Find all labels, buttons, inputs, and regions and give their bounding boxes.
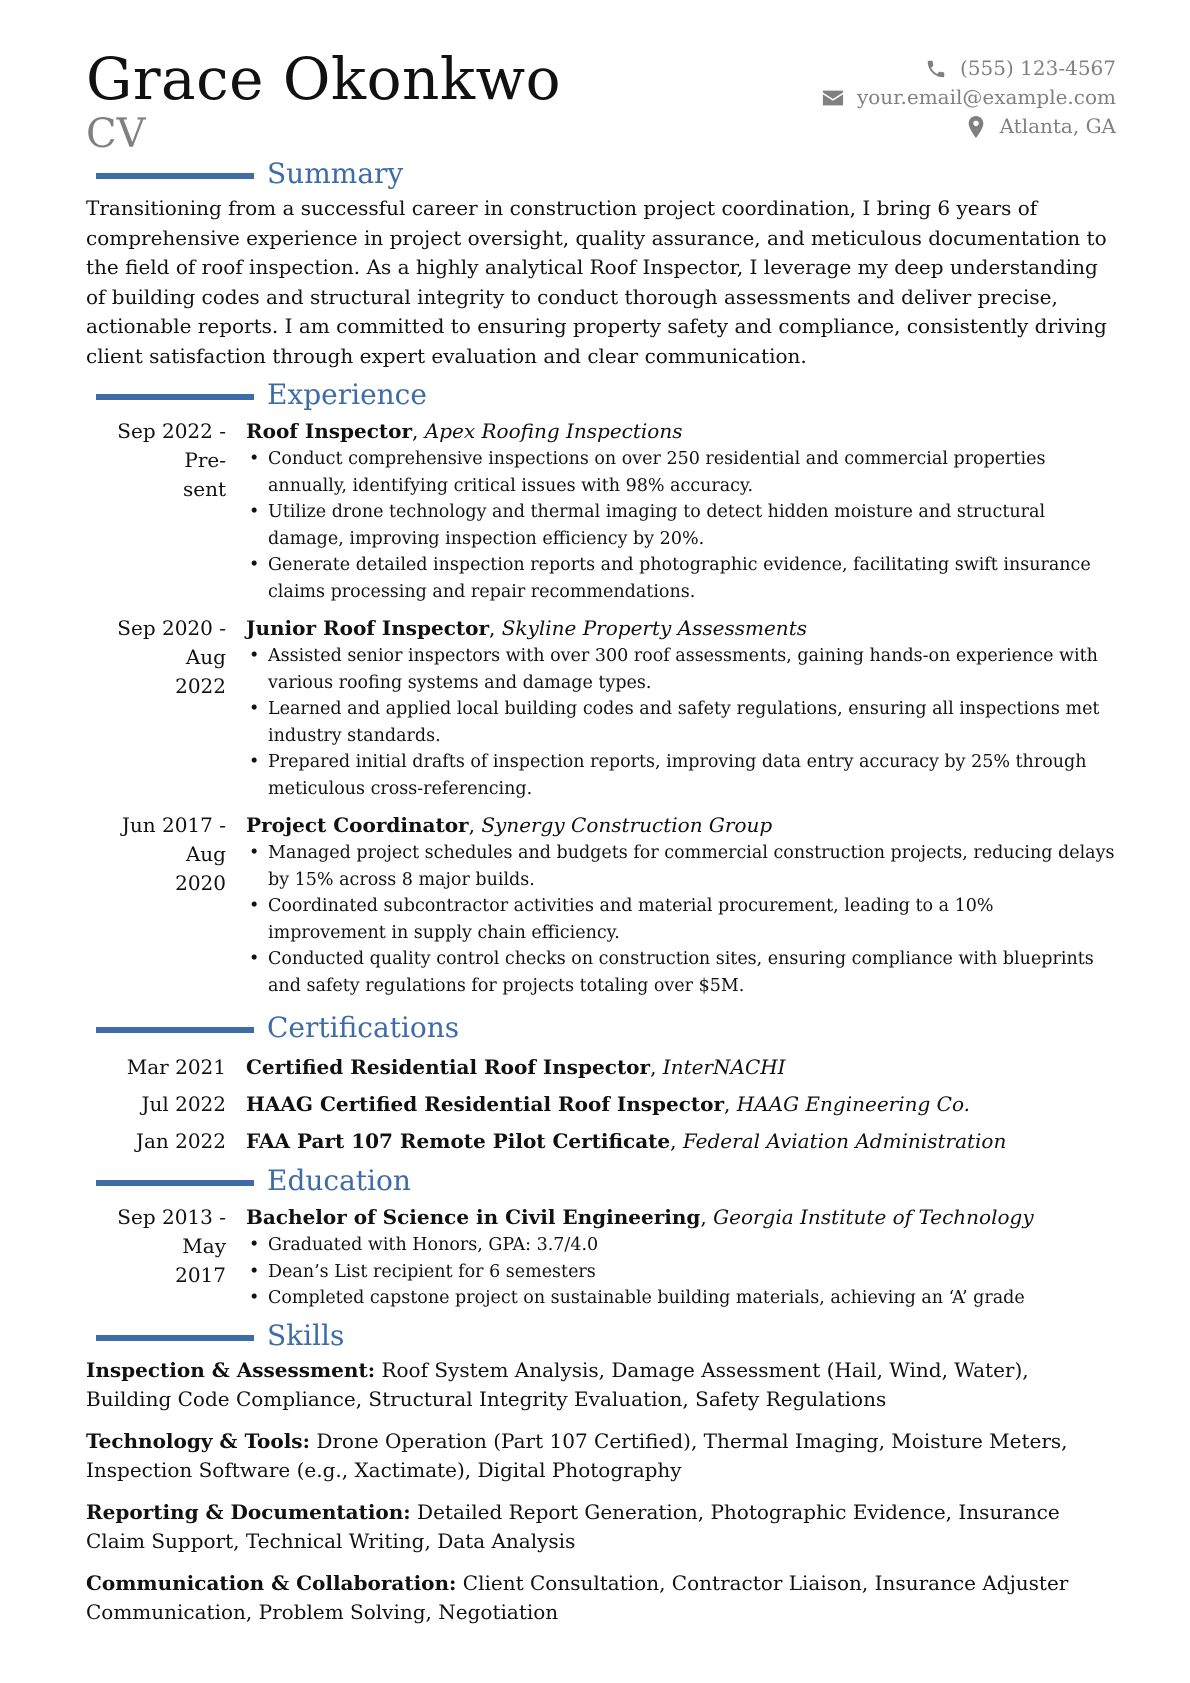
list-item: • Learned and applied local building codes and safety regulations, ensuring all inspections met industry standards.: [268, 696, 1116, 749]
entry-body: [246, 614, 1116, 802]
section-divider-bar: [96, 394, 254, 400]
cert-text: Certified Residential Roof Inspector, InterNACHI: [246, 1054, 786, 1079]
date-line: Sep 2022 - Pre-: [117, 419, 226, 472]
skill-list: Client Consultation, Contractor Liaison, Insurance Adjuster Communication, Problem Solving, Negotiation: [86, 1570, 1069, 1624]
entry-heading: Project Coordinator, Synergy Construction Group: [246, 813, 773, 837]
section-certifications-heading: [86, 1008, 1116, 1048]
job-title: Roof Inspector: [246, 419, 413, 443]
section-title: Summary: [267, 157, 404, 190]
date-line: 2020: [175, 871, 226, 895]
organization: Apex Roofing Inspections: [424, 419, 683, 443]
cert-issuer: HAAG Engineering Co.: [736, 1091, 971, 1116]
job-title: Project Coordinator: [246, 813, 469, 837]
phone-text[interactable]: (555) 123-4567: [960, 56, 1116, 80]
document-title: CV: [86, 111, 146, 157]
organization: Skyline Property Assessments: [501, 616, 807, 640]
experience-entry: [86, 614, 1116, 802]
list-item: • Utilize drone technology and thermal imaging to detect hidden moisture and structural damage, improving inspection efficiency by 20%.: [268, 499, 1116, 552]
section-title: Education: [267, 1164, 411, 1197]
list-item: • Assisted senior inspectors with over 300 roof assessments, gaining hands-on experience with various roofing systems and damage types.: [268, 643, 1116, 696]
contact-email: [821, 83, 1116, 112]
section-title: Skills: [267, 1318, 345, 1352]
entry-body: [246, 1203, 1116, 1312]
bullet-list: [246, 446, 1116, 605]
resume-header: [86, 44, 1116, 157]
list-item: • Conducted quality control checks on construction sites, ensuring compliance with blueprints and safety regulations for projects totaling over $5M.: [268, 946, 1116, 999]
cert-issuer: Federal Aviation Administration: [682, 1128, 1007, 1153]
date-line: Jun 2017 - Aug: [121, 813, 226, 866]
entry-date: [86, 1203, 246, 1312]
entry-body: [246, 811, 1116, 999]
entry-date: [86, 417, 246, 605]
contact-location: [821, 112, 1116, 141]
list-item: • Conduct comprehensive inspections on over 250 residential and commercial properties annually, identifying critical issues with 98% accuracy.: [268, 446, 1116, 499]
education-entry: [86, 1203, 1116, 1312]
section-experience-heading: [86, 375, 1116, 415]
candidate-name: Grace Okonkwo: [86, 45, 562, 113]
date-line: Sep 2013 - May: [117, 1205, 226, 1258]
cert-issuer: InterNACHI: [662, 1054, 786, 1079]
list-item: • Coordinated subcontractor activities and material procurement, leading to a 10% improvement in supply chain efficiency.: [268, 893, 1116, 946]
certification-row: [86, 1048, 1116, 1085]
resume-page: [86, 44, 1116, 1640]
skill-category: Technology & Tools:: [86, 1428, 310, 1453]
section-education-heading: [86, 1161, 1116, 1201]
date-line: sent: [182, 477, 226, 501]
cert-date: Jul 2022: [141, 1091, 226, 1116]
section-title: Certifications: [267, 1011, 460, 1044]
summary-text: Transitioning from a successful career in construction project coordination, I bring 6 years of comprehensive experience in project oversight, quality assurance, and meticulous documentation to the field of roof inspection. As a highly analytical Roof Inspector, I leverage my deep understanding of building codes and structural integrity to conduct thorough assessments and deliver precise, actionable reports. I am committed to ensuring property safety and compliance, consistently driving client satisfaction through expert evaluation and clear communication.: [86, 196, 1107, 368]
location-text: Atlanta, GA: [999, 114, 1116, 138]
certification-row: [86, 1122, 1116, 1159]
degree: Bachelor of Science in Civil Engineering: [246, 1205, 701, 1229]
institution: Georgia Institute of Technology: [713, 1205, 1034, 1229]
skill-category: Inspection & Assessment:: [86, 1357, 376, 1382]
experience-entry: [86, 811, 1116, 999]
experience-entry: [86, 417, 1116, 605]
skill-group: [86, 1498, 1116, 1557]
phone-icon: [924, 57, 948, 81]
bullet-list: [246, 1232, 1116, 1312]
cert-text: FAA Part 107 Remote Pilot Certificate, Federal Aviation Administration: [246, 1128, 1007, 1153]
certification-row: [86, 1085, 1116, 1122]
skill-category: Reporting & Documentation:: [86, 1499, 411, 1524]
contact-block: [821, 54, 1116, 141]
list-item: • Generate detailed inspection reports and photographic evidence, facilitating swift insurance claims processing and repair recommendations.: [268, 552, 1116, 605]
entry-heading: Junior Roof Inspector, Skyline Property Assessments: [246, 616, 807, 640]
section-divider-bar: [96, 1027, 254, 1033]
section-divider-bar: [96, 1335, 254, 1341]
section-title: Experience: [267, 378, 427, 411]
job-title: Junior Roof Inspector: [246, 616, 490, 640]
section-divider-bar: [96, 1180, 254, 1186]
section-skills-heading: [86, 1316, 1116, 1356]
entry-heading: Bachelor of Science in Civil Engineering, Georgia Institute of Technology: [246, 1205, 1034, 1229]
entry-date: [86, 614, 246, 802]
bullet-list: [246, 643, 1116, 802]
list-item: • Prepared initial drafts of inspection reports, improving data entry accuracy by 25% through meticulous cross-referencing.: [268, 749, 1116, 802]
skill-group: [86, 1427, 1116, 1486]
entry-date: [86, 811, 246, 999]
date-line: Sep 2020 - Aug: [117, 616, 226, 669]
skill-list: Drone Operation (Part 107 Certified), Thermal Imaging, Moisture Meters, Inspection Software (e.g., Xactimate), Digital Photography: [86, 1428, 1068, 1482]
cert-name: HAAG Certified Residential Roof Inspector: [246, 1091, 725, 1116]
skill-group: [86, 1356, 1116, 1415]
cert-name: Certified Residential Roof Inspector: [246, 1054, 651, 1079]
cert-date: Jan 2022: [135, 1128, 226, 1153]
skill-list: Roof System Analysis, Damage Assessment (Hail, Wind, Water), Building Code Compliance, Structural Integrity Evaluation, Safety Regulations: [86, 1357, 1029, 1411]
entry-body: [246, 417, 1116, 605]
date-line: 2017: [175, 1263, 226, 1287]
list-item: • Completed capstone project on sustainable building materials, achieving an ‘A’ grade: [268, 1285, 1116, 1312]
list-item: • Dean’s List recipient for 6 semesters: [268, 1259, 1116, 1286]
list-item: • Managed project schedules and budgets for commercial construction projects, reducing delays by 15% across 8 major builds.: [268, 840, 1116, 893]
section-summary-heading: [86, 154, 1116, 194]
map-pin-icon: [964, 115, 988, 139]
skill-list: Detailed Report Generation, Photographic Evidence, Insurance Claim Support, Technical Writing, Data Analysis: [86, 1499, 1060, 1553]
skill-category: Communication & Collaboration:: [86, 1570, 457, 1595]
list-item: • Graduated with Honors, GPA: 3.7/4.0: [268, 1232, 1116, 1259]
organization: Synergy Construction Group: [481, 813, 773, 837]
date-line: 2022: [175, 674, 226, 698]
cert-date: Mar 2021: [126, 1054, 226, 1079]
contact-phone: [821, 54, 1116, 83]
skill-group: [86, 1569, 1116, 1628]
email-text[interactable]: your.email@example.com: [856, 85, 1116, 109]
entry-heading: Roof Inspector, Apex Roofing Inspections: [246, 419, 683, 443]
cert-text: HAAG Certified Residential Roof Inspector, HAAG Engineering Co.: [246, 1091, 971, 1116]
section-divider-bar: [96, 173, 254, 179]
envelope-icon: [821, 86, 845, 110]
cert-name: FAA Part 107 Remote Pilot Certificate: [246, 1128, 671, 1153]
bullet-list: [246, 840, 1116, 999]
